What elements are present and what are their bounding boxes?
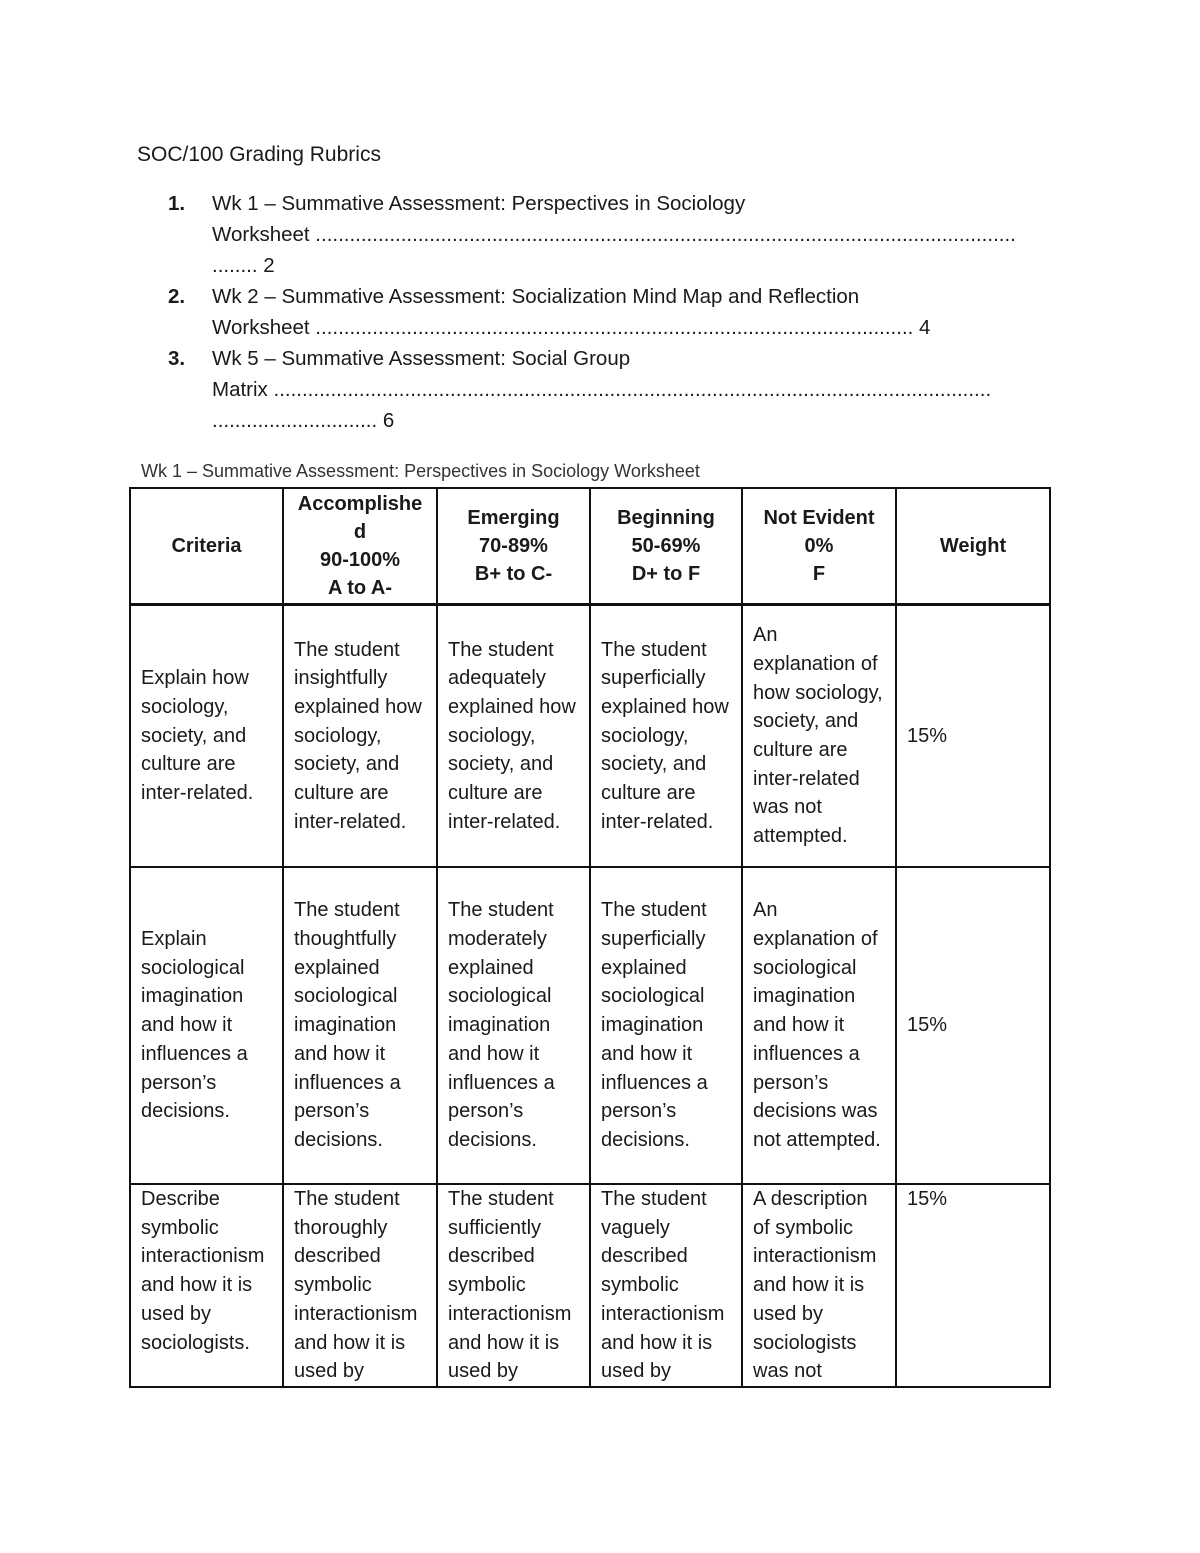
header-row (130, 488, 1050, 605)
header-beginning: Beginning 50-69% D+ to F (590, 488, 742, 605)
weight-cell: 15% (896, 867, 1050, 1184)
toc-page: ........ 2 (212, 254, 275, 277)
toc-leader: Worksheet ......................................................................................................... 4 (212, 316, 931, 339)
header-not-evident: Not Evident 0% F (742, 488, 896, 605)
toc-number: 3. (168, 347, 186, 370)
toc-page: ............................. 6 (212, 409, 395, 432)
table-row (130, 867, 1050, 1184)
beginning-cell: The student superficially explained sociological imagination and how it influences a person’s decisions. (590, 867, 742, 1184)
not-evident-cell: An explanation of how sociology, society, and culture are inter-related was not attempted. (742, 605, 896, 868)
emerging-cell: The student moderately explained sociological imagination and how it influences a person’s decisions. (437, 867, 590, 1184)
beginning-cell: The student vaguely described symbolic interactionism and how it is used by (590, 1184, 742, 1387)
toc-title: Wk 2 – Summative Assessment: Socialization Mind Map and Reflection (212, 285, 860, 308)
criteria-cell: Explain how sociology, society, and culture are inter-related. (130, 605, 283, 868)
weight-cell: 15% (896, 1184, 1050, 1387)
page-title: SOC/100 Grading Rubrics (137, 143, 381, 166)
criteria-cell: Describe symbolic interactionism and how it is used by sociologists. (130, 1184, 283, 1387)
toc-number: 2. (168, 285, 186, 308)
toc-item[interactable] (168, 281, 1058, 343)
header-emerging: Emerging 70-89% B+ to C- (437, 488, 590, 605)
table-row (130, 605, 1050, 868)
beginning-cell: The student superficially explained how sociology, society, and culture are inter-related. (590, 605, 742, 868)
emerging-cell: The student adequately explained how sociology, society, and culture are inter-related. (437, 605, 590, 868)
emerging-cell: The student sufficiently described symbolic interactionism and how it is used by (437, 1184, 590, 1387)
rubric-caption: Wk 1 – Summative Assessment: Perspectives in Sociology Worksheet (141, 461, 700, 481)
table-row (130, 1184, 1050, 1387)
rubric-table (129, 487, 1051, 1388)
toc-title: Wk 5 – Summative Assessment: Social Group (212, 347, 631, 370)
accomplished-cell: The student thoroughly described symbolic interactionism and how it is used by (283, 1184, 437, 1387)
toc-item[interactable] (168, 343, 1058, 436)
toc-leader: Matrix .............................................................................................................................. (212, 378, 992, 401)
header-criteria: Criteria (130, 488, 283, 605)
toc-number: 1. (168, 192, 186, 215)
accomplished-cell: The student insightfully explained how sociology, society, and culture are inter-related. (283, 605, 437, 868)
criteria-cell: Explain sociological imagination and how it influences a person’s decisions. (130, 867, 283, 1184)
toc-item[interactable] (168, 188, 1058, 281)
header-accomplished: Accomplishe d 90-100% A to A- (283, 488, 437, 605)
weight-cell: 15% (896, 605, 1050, 868)
not-evident-cell: A description of symbolic interactionism and how it is used by sociologists was not (742, 1184, 896, 1387)
toc-leader: Worksheet ........................................................................................................................... (212, 223, 1016, 246)
not-evident-cell: An explanation of sociological imagination and how it influences a person’s decisions was not attempted. (742, 867, 896, 1184)
table-of-contents (168, 188, 1058, 436)
accomplished-cell: The student thoughtfully explained sociological imagination and how it influences a person’s decisions. (283, 867, 437, 1184)
toc-title: Wk 1 – Summative Assessment: Perspectives in Sociology (212, 192, 746, 215)
header-weight: Weight (896, 488, 1050, 605)
